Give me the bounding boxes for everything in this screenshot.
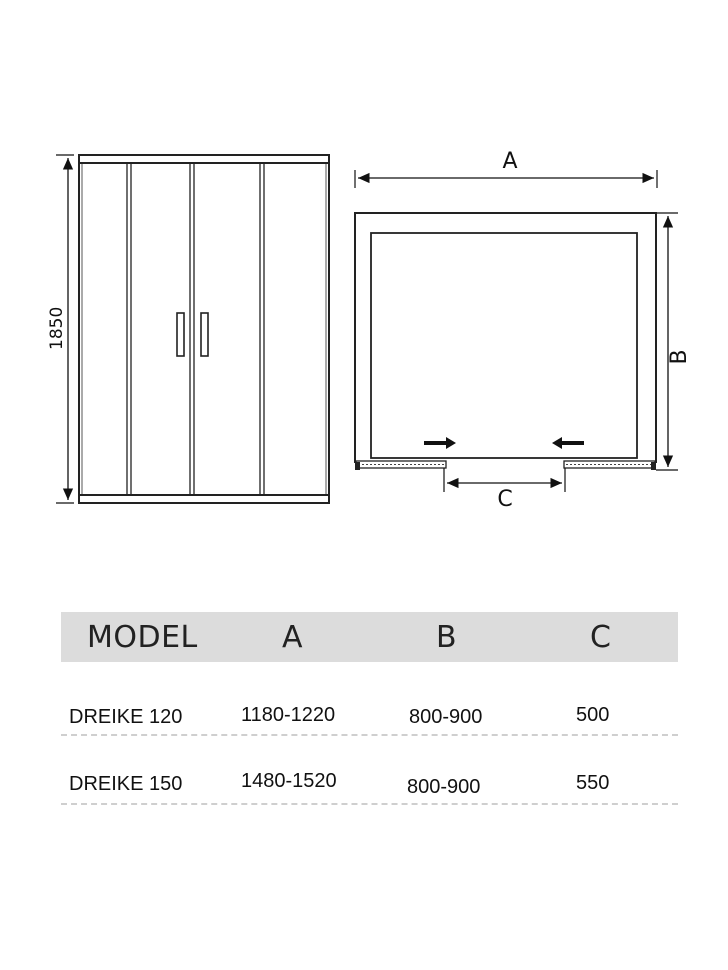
height-label: 1850 [47,306,67,350]
right-end-cap [651,462,656,470]
plan-inner-tray [371,233,637,458]
row-c: 550 [576,772,610,794]
table-row [61,682,678,736]
model-table [61,612,678,805]
left-end-cap [355,462,360,470]
table-header [61,612,678,662]
plan-view [355,149,692,512]
row-model: DREIKE 120 [69,706,183,728]
front-inner-frame [82,163,326,495]
row-b: 800-900 [409,706,483,728]
front-view [47,155,329,503]
row-model: DREIKE 150 [69,773,183,795]
row-c: 500 [576,704,610,726]
row-a: 1480-1520 [241,770,337,792]
panel-divider-right [260,163,264,495]
slide-right-arrow-icon [446,437,456,449]
header-b: B [436,620,458,655]
slide-left-arrow-icon [552,437,562,449]
front-outer-frame [79,155,329,503]
header-c: C [590,620,612,655]
a-label: A [502,149,518,174]
panel-divider-left [127,163,131,495]
b-label: B [667,349,692,365]
header-model: MODEL [87,620,198,655]
row-a: 1180-1220 [241,704,336,726]
c-label: C [497,487,513,512]
table-row [61,736,678,805]
left-sliding-panel [356,461,446,468]
panel-divider-center [190,163,194,495]
header-a: A [282,620,304,655]
row-b: 800-900 [407,776,481,798]
left-door-handle [177,313,184,356]
right-door-handle [201,313,208,356]
plan-outer-wall [355,213,656,463]
right-sliding-panel [564,461,655,468]
